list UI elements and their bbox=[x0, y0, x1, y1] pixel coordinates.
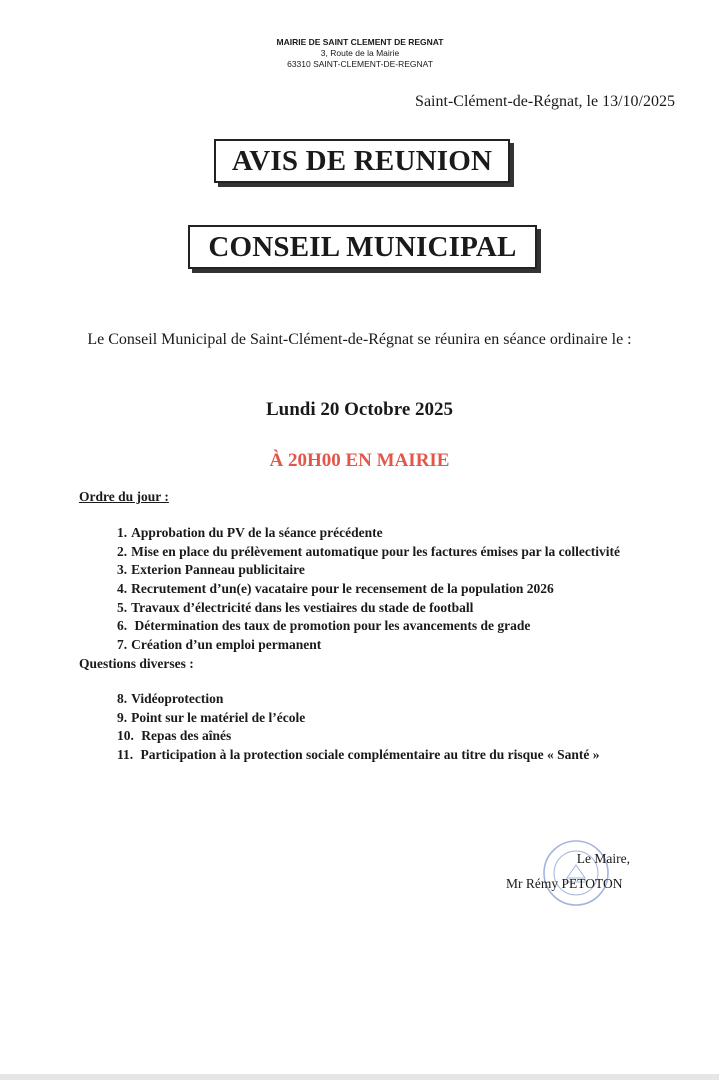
question-item-text: Point sur le matériel de l’école bbox=[131, 709, 306, 725]
council-title: CONSEIL MUNICIPAL bbox=[188, 225, 537, 269]
question-item-number: 8. bbox=[117, 691, 128, 706]
agenda-item bbox=[117, 561, 620, 580]
letterhead-address-line2: 63310 SAINT-CLEMENT-DE-REGNAT bbox=[287, 59, 433, 69]
agenda-item-text: Création d’un emploi permanent bbox=[131, 637, 322, 653]
question-item bbox=[117, 746, 599, 765]
signature-name: Mr Rémy PETOTON bbox=[506, 876, 623, 891]
agenda-list bbox=[117, 524, 620, 655]
agenda-item bbox=[117, 636, 620, 655]
agenda-item bbox=[117, 524, 620, 543]
agenda-item-number: 2. bbox=[117, 543, 128, 559]
question-item bbox=[117, 709, 599, 728]
questions-list bbox=[117, 690, 599, 765]
letterhead-org: MAIRIE DE SAINT CLEMENT DE REGNAT bbox=[276, 37, 444, 47]
agenda-title: Ordre du jour : bbox=[79, 489, 169, 504]
agenda-item bbox=[117, 617, 620, 636]
intro-text: Le Conseil Municipal de Saint-Clément-de-Régnat se réunira en séance ordinaire le : bbox=[87, 331, 632, 348]
question-item-text: Vidéoprotection bbox=[131, 691, 224, 706]
agenda-item-number: 5. bbox=[117, 599, 128, 615]
agenda-item-text: Détermination des taux de promotion pour les avancements de grade bbox=[131, 618, 531, 634]
agenda-item-text: Approbation du PV de la séance précédente bbox=[131, 525, 383, 540]
agenda-item-number: 3. bbox=[117, 562, 128, 578]
letterhead bbox=[200, 37, 520, 70]
signature-block bbox=[577, 844, 630, 874]
letterhead-address-line1: 3, Route de la Mairie bbox=[320, 48, 400, 58]
question-item-text: Participation à la protection sociale complémentaire au titre du risque « Santé » bbox=[137, 747, 600, 763]
agenda-item-number: 6. bbox=[117, 618, 128, 634]
agenda-item-number: 4. bbox=[117, 581, 128, 597]
agenda-item-text: Exterion Panneau publicitaire bbox=[131, 562, 305, 578]
agenda-item bbox=[117, 599, 620, 618]
agenda-item-text: Travaux d’électricité dans les vestiaires du stade de football bbox=[131, 599, 474, 615]
agenda-item bbox=[117, 543, 620, 562]
question-item-text: Repas des aînés bbox=[137, 728, 232, 744]
question-item bbox=[117, 690, 599, 709]
question-item-number: 10. bbox=[117, 728, 134, 744]
question-item bbox=[117, 727, 599, 746]
meeting-date: Lundi 20 Octobre 2025 bbox=[265, 399, 454, 420]
signature-role: Le Maire, bbox=[576, 851, 630, 866]
agenda-item-number: 1. bbox=[117, 525, 128, 540]
agenda-item-text: Mise en place du prélèvement automatique pour les factures émises par la collectivité bbox=[131, 543, 621, 559]
notice-title: AVIS DE REUNION bbox=[214, 139, 510, 183]
meeting-time: À 20H00 EN MAIRIE bbox=[269, 450, 450, 471]
place-and-date: Saint-Clément-de-Régnat, le 13/10/2025 bbox=[415, 93, 675, 110]
questions-title: Questions diverses : bbox=[79, 656, 194, 671]
agenda-item-number: 7. bbox=[117, 637, 128, 653]
question-item-number: 9. bbox=[117, 709, 128, 725]
question-item-number: 11. bbox=[117, 747, 134, 763]
agenda-item-text: Recrutement d’un(e) vacataire pour le recensement de la population 2026 bbox=[131, 581, 554, 597]
bottom-rule bbox=[0, 1074, 719, 1080]
agenda-item bbox=[117, 580, 620, 599]
